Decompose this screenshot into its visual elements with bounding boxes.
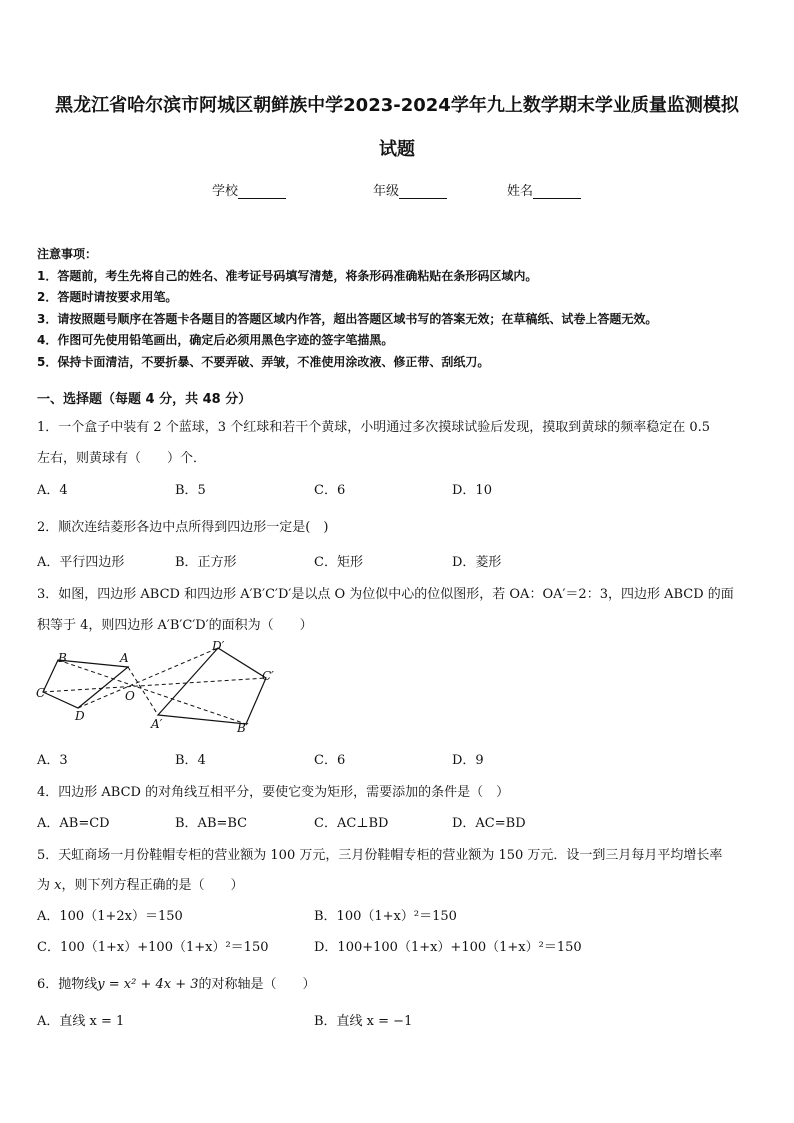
school-field <box>212 180 286 199</box>
q6-stem-text: 6．抛物线 <box>37 977 98 992</box>
school-blank <box>238 186 286 199</box>
q5-variable: x <box>54 878 62 893</box>
notes-block <box>37 244 657 373</box>
q4-option-b: B．AB=BC <box>175 816 248 831</box>
q4-option-a: A．AB=CD <box>37 816 110 831</box>
q1-option-c: C．6 <box>314 483 346 498</box>
name-blank <box>533 186 581 199</box>
line-b-bprime <box>58 660 246 724</box>
label-a: A <box>120 651 129 665</box>
note-item: 2．答题时请按要求用笔。 <box>37 290 178 304</box>
q6-option-b: B．直线 x = −1 <box>314 1014 413 1029</box>
label-o: O <box>125 689 135 703</box>
section-heading: 一、选择题（每题 4 分，共 48 分） <box>37 392 252 407</box>
label-c: C <box>36 686 46 700</box>
q5-option-c: C．100（1+x）+100（1+x）²＝150 <box>37 940 269 955</box>
label-b-prime: B′ <box>237 721 249 735</box>
note-item: 3．请按照题号顺序在答题卡各题目的答题区域内作答，超出答题区域书写的答案无效；在草稿纸、试卷上答题无效。 <box>37 311 658 326</box>
label-c-prime: C′ <box>262 669 274 683</box>
q1-stem-line2: 左右，则黄球有（ ）个． <box>37 451 207 466</box>
q5-option-d: D．100+100（1+x）+100（1+x）²＝150 <box>314 940 582 955</box>
q3-stem-line2: 积等于 4，则四边形 A′B′C′D′的面积为（ ） <box>37 618 313 633</box>
q3-stem-line1: 3．如图，四边形 ABCD 和四边形 A′B′C′D′是以点 O 为位似中心的位似图形，若 OA：OA′＝2：3，四边形 ABCD 的面 <box>37 587 734 602</box>
q4-stem: 4．四边形 ABCD 的对角线互相平分，要使它变为矩形，需要添加的条件是（ ） <box>37 785 510 800</box>
q4-option-d: D．AC=BD <box>452 816 526 831</box>
q3-option-a: A．3 <box>37 753 68 768</box>
q1-option-b: B．5 <box>175 483 206 498</box>
grade-field <box>373 180 447 199</box>
q2-option-b: B．正方形 <box>175 555 237 570</box>
q5-option-a: A．100（1+2x）＝150 <box>37 909 183 924</box>
notes-heading: 注意事项： <box>37 247 98 261</box>
name-label: 姓名 <box>507 184 534 199</box>
grade-blank <box>399 186 447 199</box>
grade-label: 年级 <box>373 184 400 199</box>
name-field <box>507 180 581 199</box>
q5-stem-line1: 5．天虹商场一月份鞋帽专柜的营业额为 100 万元，三月份鞋帽专柜的营业额为 150 万元．设一到三月每月平均增长率 <box>37 848 723 863</box>
q5-stem-line2 <box>37 874 244 893</box>
q1-option-a: A．4 <box>37 483 68 498</box>
label-d-prime: D′ <box>212 640 225 653</box>
q3-option-c: C．6 <box>314 753 346 768</box>
q6-option-a: A．直线 x = 1 <box>37 1014 125 1029</box>
school-label: 学校 <box>212 184 239 199</box>
label-a-prime: A′ <box>151 717 163 731</box>
note-item: 1．答题前，考生先将自己的姓名、准考证号码填写清楚，将条形码准确粘贴在条形码区域内。 <box>37 268 538 283</box>
note-item: 5．保持卡面清洁，不要折暴、不要弄破、弄皱，不准使用涂改液、修正带、刮纸刀。 <box>37 354 490 369</box>
q2-option-c: C．矩形 <box>314 555 363 570</box>
q1-option-d: D．10 <box>452 483 492 498</box>
q6-stem <box>37 973 316 992</box>
title-line-2: 试题 <box>379 139 415 160</box>
q3-option-b: B．4 <box>175 753 206 768</box>
q1-stem-line1: 1．一个盒子中装有 2 个蓝球，3 个红球和若干个黄球，小明通过多次摸球试验后发现，摸取到黄球的频率稳定在 0.5 <box>37 420 711 435</box>
q4-option-c: C．AC⊥BD <box>314 816 389 831</box>
q3-option-d: D．9 <box>452 753 484 768</box>
q5-stem-text: 为 <box>37 878 55 893</box>
label-d: D <box>75 709 85 723</box>
note-item: 4．作图可先使用铅笔画出，确定后必须用黑色字迹的签字笔描黑。 <box>37 333 394 347</box>
q5-stem-text-end: ，则下列方程正确的是（ ） <box>61 878 244 893</box>
line-c-cprime <box>43 678 266 692</box>
exam-title <box>30 84 764 172</box>
q5-option-b: B．100（1+x）²＝150 <box>314 909 457 924</box>
homothety-figure <box>30 640 290 740</box>
label-b: B <box>58 651 67 665</box>
q6-equation: y = x² + 4x + 3 <box>97 977 199 992</box>
q2-stem: 2．顺次连结菱形各边中点所得到四边形一定是( ) <box>37 520 329 535</box>
quad-abcd <box>43 660 128 708</box>
title-line-1: 黑龙江省哈尔滨市阿城区朝鲜族中学2023-2024学年九上数学期末学业质量监测模拟 <box>55 95 739 116</box>
q2-option-a: A．平行四边形 <box>37 555 125 570</box>
q2-option-d: D．菱形 <box>452 555 502 570</box>
q6-stem-text-end: 的对称轴是（ ） <box>198 977 316 992</box>
